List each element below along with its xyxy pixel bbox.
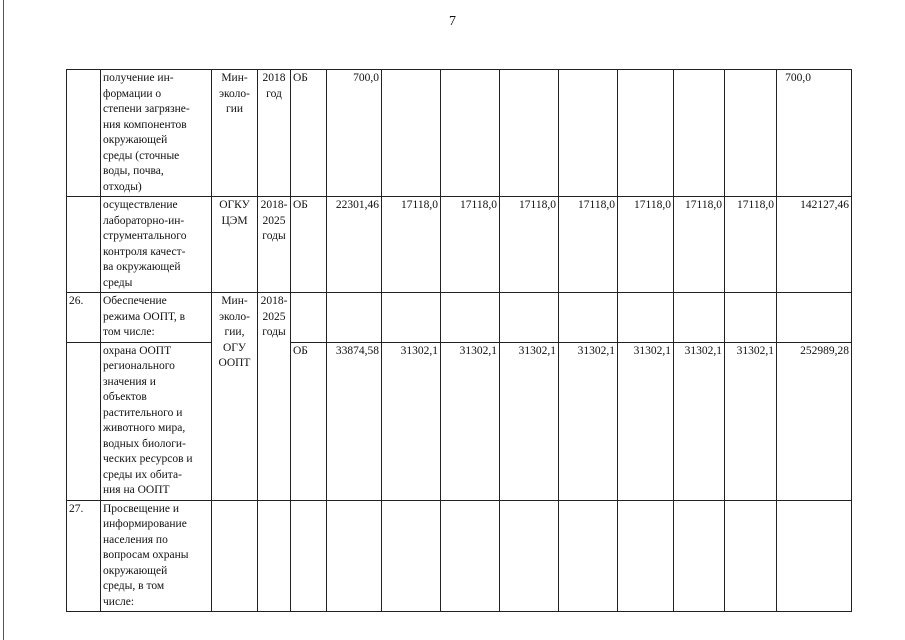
year-value — [382, 500, 441, 612]
table-row — [67, 70, 852, 197]
period: 2018- 2025 годы — [258, 293, 291, 501]
year-value — [327, 500, 382, 612]
year-value: 17118,0 — [725, 197, 777, 293]
funding-source — [291, 500, 327, 612]
table-row — [67, 293, 852, 343]
period — [258, 500, 291, 612]
table-row — [67, 342, 852, 500]
row-number — [67, 342, 101, 500]
year-value — [674, 500, 725, 612]
period: 2018- 2025 годы — [258, 197, 291, 293]
year-value — [559, 293, 618, 343]
year-value — [674, 293, 725, 343]
row-number — [67, 70, 101, 197]
year-value — [441, 293, 500, 343]
year-value — [441, 70, 500, 197]
year-value: 31302,1 — [382, 342, 441, 500]
year-value — [725, 293, 777, 343]
year-value — [382, 293, 441, 343]
row-number: 26. — [67, 293, 101, 343]
year-value — [500, 70, 559, 197]
executor: Мин- эколо- гии, ОГУ ООПТ — [212, 293, 258, 501]
measure-name: получение ин- формации о степени загрязне- ния компонентов окружающей среды (сточные воды, почва, отходы) — [101, 70, 212, 197]
table-row — [67, 500, 852, 612]
year-value — [618, 500, 674, 612]
executor: ОГКУ ЦЭМ — [212, 197, 258, 293]
funding-source: ОБ — [291, 197, 327, 293]
year-value: 22301,46 — [327, 197, 382, 293]
year-value — [618, 70, 674, 197]
year-value: 31302,1 — [725, 342, 777, 500]
year-value — [618, 293, 674, 343]
year-value — [327, 293, 382, 343]
year-value: 17118,0 — [382, 197, 441, 293]
row-number: 27. — [67, 500, 101, 612]
page-number: 7 — [449, 14, 456, 29]
year-value — [500, 500, 559, 612]
year-value: 17118,0 — [618, 197, 674, 293]
period: 2018 год — [258, 70, 291, 197]
total-value — [777, 293, 852, 343]
executor — [212, 500, 258, 612]
total-value — [777, 500, 852, 612]
funding-source: ОБ — [291, 70, 327, 197]
year-value — [559, 70, 618, 197]
year-value — [559, 500, 618, 612]
year-value — [441, 500, 500, 612]
measure-name: Обеспечение режима ООПТ, в том числе: — [101, 293, 212, 343]
year-value — [725, 70, 777, 197]
measure-name: осуществление лабораторно-ин- струментального контроля качест- ва окружающей среды — [101, 197, 212, 293]
year-value — [725, 500, 777, 612]
year-value — [674, 70, 725, 197]
measure-name: Просвещение и информирование населения по вопросам охраны окружающей среды, в том числе: — [101, 500, 212, 612]
year-value: 17118,0 — [559, 197, 618, 293]
year-value: 31302,1 — [500, 342, 559, 500]
funding-source — [291, 293, 327, 343]
year-value: 31302,1 — [441, 342, 500, 500]
total-value: 700,0 — [777, 70, 852, 197]
measure-name: охрана ООПТ регионального значения и объектов растительного и животного мира, водных биологи- ческих ресурсов и среды их обита- ния на ООПТ — [101, 342, 212, 500]
year-value: 31302,1 — [618, 342, 674, 500]
year-value: 33874,58 — [327, 342, 382, 500]
table-row — [67, 197, 852, 293]
funding-source: ОБ — [291, 342, 327, 500]
year-value: 31302,1 — [674, 342, 725, 500]
total-value: 252989,28 — [777, 342, 852, 500]
page-left-rule — [3, 0, 4, 640]
program-measures-table — [66, 69, 852, 612]
year-value: 17118,0 — [500, 197, 559, 293]
row-number — [67, 197, 101, 293]
year-value — [500, 293, 559, 343]
executor: Мин- эколо- гии — [212, 70, 258, 197]
year-value — [382, 70, 441, 197]
year-value: 17118,0 — [674, 197, 725, 293]
year-value: 700,0 — [327, 70, 382, 197]
total-value: 142127,46 — [777, 197, 852, 293]
year-value: 31302,1 — [559, 342, 618, 500]
year-value: 17118,0 — [441, 197, 500, 293]
